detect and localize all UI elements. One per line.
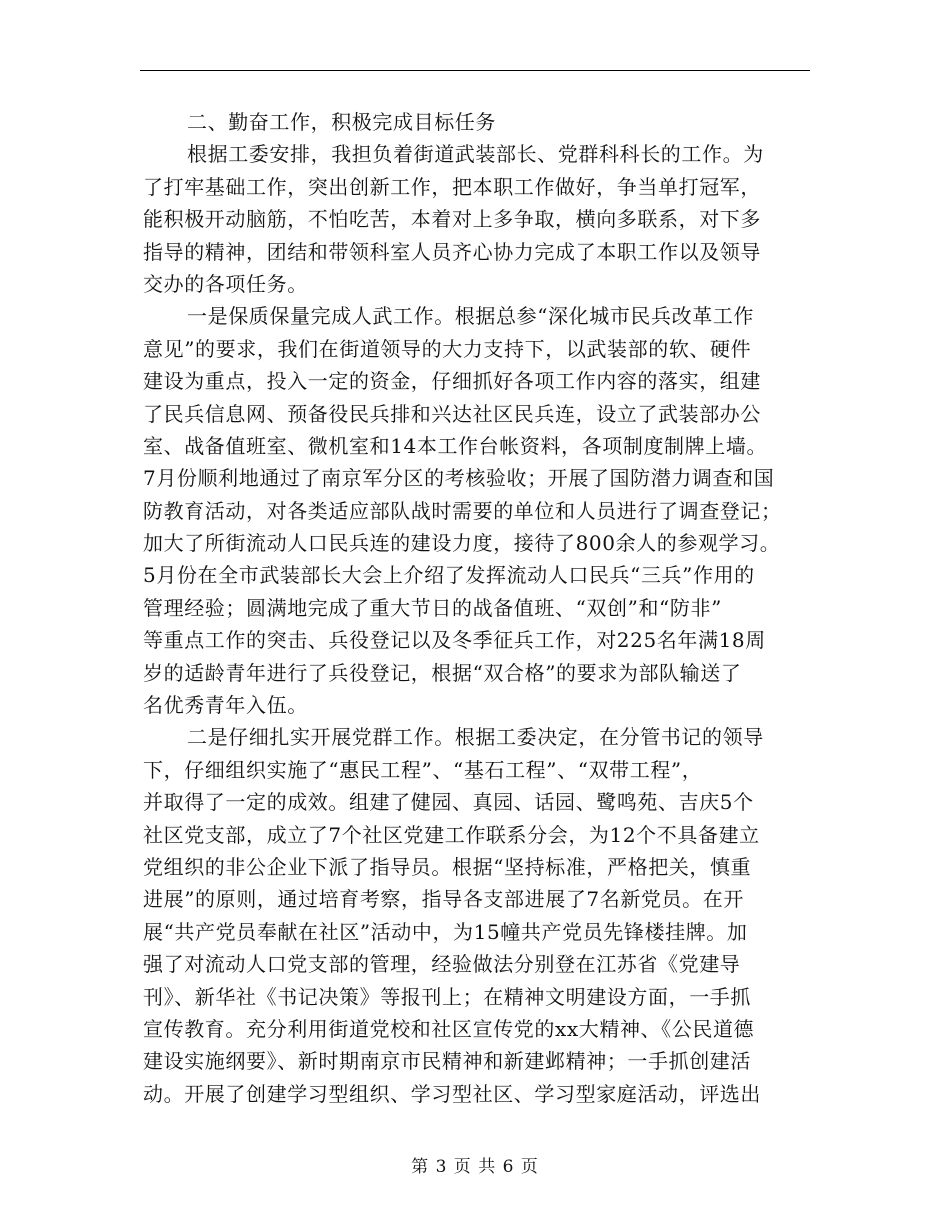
- paragraph-line: 二是仔细扎实开展党群工作。根据工委决定，在分管书记的领导: [187, 725, 764, 750]
- paragraph-line: 5月份在全市武装部长大会上介绍了发挥流动人口民兵“三兵”作用的: [143, 563, 755, 588]
- paragraph-line: 进展”的原则，通过培育考察，指导各支部进展了7名新党员。在开: [143, 887, 744, 912]
- paragraph-line: 了民兵信息网、预备役民兵排和兴达社区民兵连，设立了武装部办公: [143, 401, 761, 426]
- paragraph-line: 根据工委安排，我担负着街道武装部长、党群科科长的工作。为: [187, 142, 764, 167]
- paragraph-line: 名优秀青年入伍。: [143, 693, 308, 718]
- paragraph-line: 宣传教育。充分利用街道党校和社区宣传党的xx大精神、《公民道德: [143, 1016, 755, 1041]
- paragraph-line: 管理经验；圆满地完成了重大节日的战备值班、“双创”和“防非”: [143, 595, 722, 620]
- paragraph-line: 建设为重点，投入一定的资金，仔细抓好各项工作内容的落实，组建: [143, 369, 761, 394]
- paragraph-line: 了打牢基础工作，突出创新工作，把本职工作做好，争当单打冠军，: [143, 174, 761, 199]
- paragraph-line: 一是保质保量完成人武工作。根据总参“深化城市民兵改革工作: [187, 304, 755, 329]
- paragraph-line: 等重点工作的突击、兵役登记以及冬季征兵工作，对225名年满18周: [143, 628, 766, 653]
- paragraph-line: 指导的精神，团结和带领科室人员齐心协力完成了本职工作以及领导: [143, 239, 761, 264]
- paragraph-line: 防教育活动，对各类适应部队战时需要的单位和人员进行了调查登记；: [143, 498, 782, 523]
- paragraph-line: 能积极开动脑筋，不怕吃苦，本着对上多争取，横向多联系，对下多: [143, 207, 761, 232]
- paragraph-line: 展“共产党员奉献在社区”活动中，为15幢共产党员先锋楼挂牌。加: [143, 919, 748, 944]
- paragraph-line: 7月份顺利地通过了南京军分区的考核验收；开展了国防潜力调查和国: [143, 466, 775, 491]
- paragraph-line: 室、战备值班室、微机室和14本工作台帐资料，各项制度制牌上墙。: [143, 433, 768, 458]
- paragraph-line: 刊》、新华社《书记决策》等报刊上；在精神文明建设方面，一手抓: [143, 984, 751, 1009]
- page-footer: 第 3 页 共 6 页: [411, 1157, 539, 1177]
- paragraph-line: 并取得了一定的成效。组建了健园、真园、话园、鹭鸣苑、吉庆5个: [143, 790, 754, 815]
- paragraph-line: 下，仔细组织实施了“惠民工程”、“基石工程”、“双带工程”，: [143, 757, 703, 782]
- section-heading: 二、勤奋工作，积极完成目标任务: [187, 110, 496, 134]
- header-rule: [140, 70, 810, 71]
- paragraph-line: 强了对流动人口党支部的管理，经验做法分别登在江苏省《党建导: [143, 952, 741, 977]
- document-body: [143, 106, 813, 1110]
- paragraph-line: 建设实施纲要》、新时期南京市民精神和新建邺精神；一手抓创建活: [143, 1049, 751, 1074]
- paragraph-line: 交办的各项任务。: [143, 271, 308, 296]
- paragraph-line: 意见”的要求，我们在街道领导的大力支持下，以武装部的软、硬件: [143, 336, 752, 361]
- paragraph-line: 社区党支部，成立了7个社区党建工作联系分会，为12个不具备建立: [143, 822, 760, 847]
- paragraph-line: 党组织的非公企业下派了指导员。根据“坚持标准，严格把关，慎重: [143, 854, 752, 879]
- paragraph-line: 加大了所街流动人口民兵连的建设力度，接待了800余人的参观学习。: [143, 531, 781, 556]
- paragraph-line: 岁的适龄青年进行了兵役登记，根据“双合格”的要求为部队输送了: [143, 660, 742, 685]
- paragraph-line: 动。开展了创建学习型组织、学习型社区、学习型家庭活动，评选出: [143, 1081, 761, 1106]
